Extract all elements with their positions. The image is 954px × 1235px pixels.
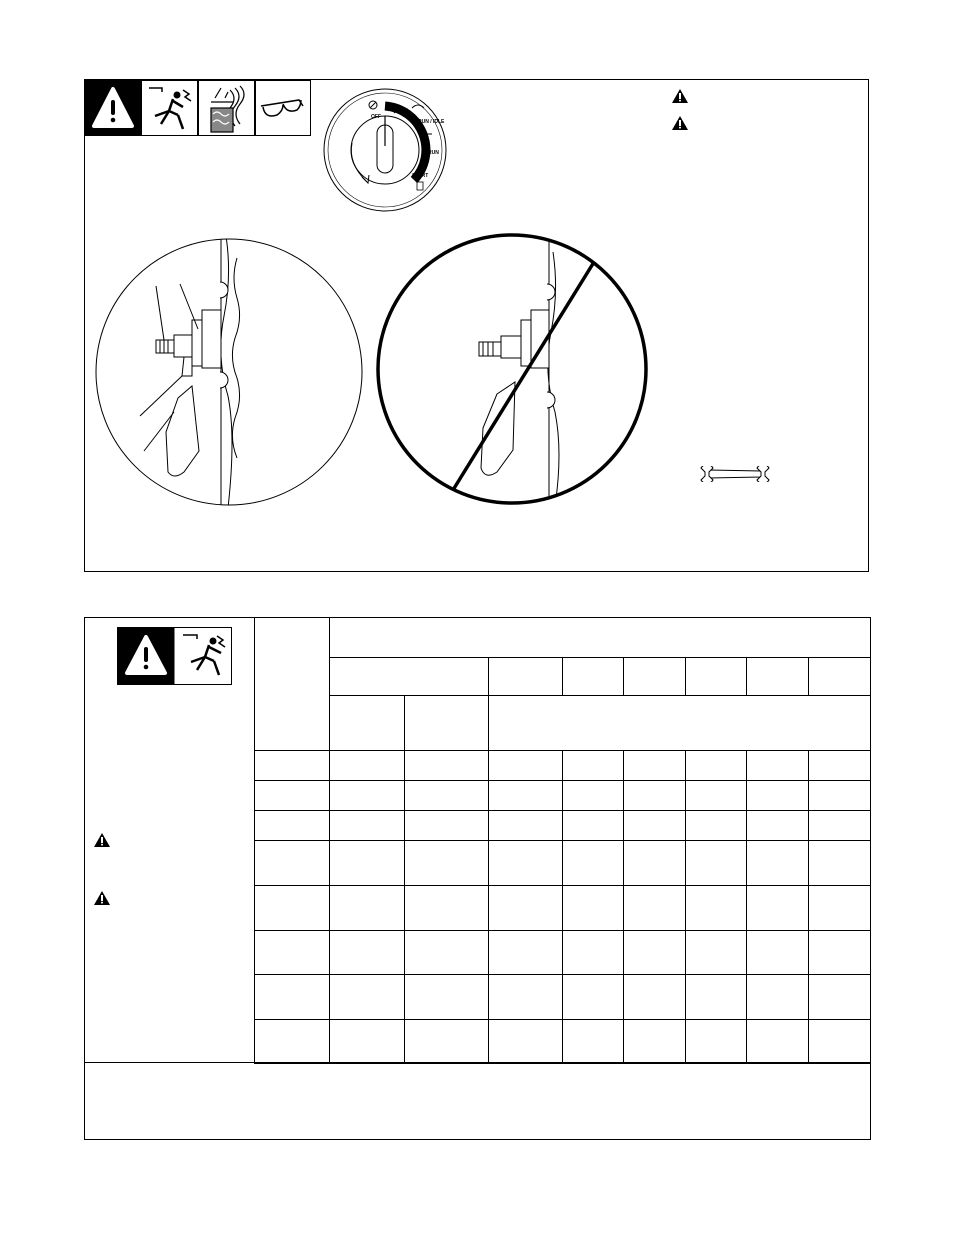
- run-label: RUN: [428, 150, 439, 156]
- weld-cable-table-panel: [84, 617, 871, 1140]
- footer-divider: [85, 1062, 870, 1063]
- table-header-row: [255, 695, 871, 750]
- safety-icon-pair: [117, 627, 233, 686]
- fumes-gases-icon: [211, 86, 244, 132]
- table-header-cell: [808, 657, 870, 695]
- table-header-cell: [329, 618, 870, 657]
- table-row: [255, 810, 871, 840]
- weld-cable-size-table: [254, 618, 870, 1064]
- table-header-cell: [255, 618, 330, 750]
- table-row: [255, 780, 871, 810]
- run-idle-label: RUN / IDLE: [418, 119, 445, 125]
- safety-glasses-icon: [261, 100, 303, 116]
- table-header-cell: [624, 657, 686, 695]
- start-label: START: [412, 173, 429, 179]
- table-row: [255, 885, 871, 930]
- table-row: [255, 750, 871, 780]
- table-header-row: [255, 618, 871, 657]
- table-header-cell: [489, 695, 870, 750]
- correct-connection-detail: [94, 236, 366, 508]
- table-header-cell: [489, 657, 563, 695]
- table-header-cell: [746, 657, 808, 695]
- table-header-cell: [562, 657, 624, 695]
- table-row: [255, 930, 871, 974]
- warning-icon: [671, 88, 689, 104]
- electric-shock-icon: [149, 88, 191, 129]
- off-label: OFF: [371, 114, 381, 120]
- wrench-icon: [699, 466, 771, 482]
- warning-icon: [671, 115, 689, 131]
- incorrect-connection-detail: [375, 232, 649, 506]
- table-header-cell: [405, 695, 489, 750]
- table-header-cell: [329, 695, 405, 750]
- table-row: [255, 974, 871, 1019]
- table-header-row: [255, 657, 871, 695]
- warning-icon: [93, 832, 111, 848]
- connection-diagram-panel: [84, 79, 869, 572]
- safety-icon-strip: [85, 80, 311, 137]
- table-header-cell: [329, 657, 488, 695]
- table-row: [255, 1019, 871, 1063]
- table-header-cell: [686, 657, 747, 695]
- table-row: [255, 840, 871, 885]
- warning-icon: [93, 890, 111, 906]
